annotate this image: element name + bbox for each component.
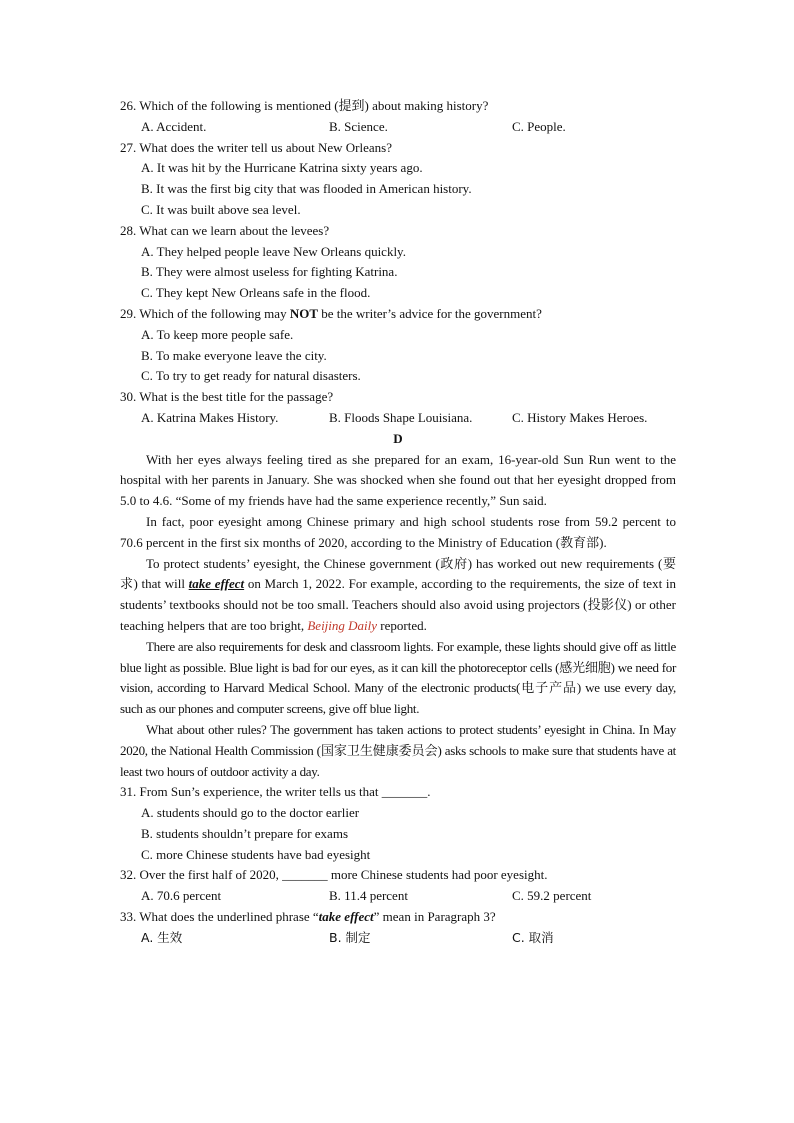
question-28-option-c: C. They kept New Orleans safe in the flood. xyxy=(141,285,371,301)
option-c: C. 取消 xyxy=(512,929,554,945)
question-30-stem: 30. What is the best title for the passage? xyxy=(120,389,334,405)
passage-paragraph-3 xyxy=(120,554,676,637)
question-29-stem-post: be the writer’s advice for the government? xyxy=(317,305,542,321)
take-effect-phrase: take effect xyxy=(188,576,245,592)
option-a: A. 70.6 percent xyxy=(141,888,222,904)
option-b: B. 制定 xyxy=(329,929,371,945)
question-31-option-b: B. students shouldn’t prepare for exams xyxy=(141,825,348,841)
paragraph-3-text-a: To protect students’ eyesight, the Chinese government (政府) has worked out new requirements (要求) that will xyxy=(120,555,676,592)
question-30-options xyxy=(120,408,676,429)
question-27-option-c: C. It was built above sea level. xyxy=(141,201,301,217)
option-a: A. Accident. xyxy=(141,118,207,134)
paragraph-3-text-b: on March 1, 2022. For example, according to the requirements, the size of text in students’ textbooks should not be too small. Teachers should also avoid using projectors (投影仪) or other teaching helpers that are too bright, xyxy=(120,576,677,633)
option-c: C. People. xyxy=(512,118,566,134)
question-26-options xyxy=(120,117,676,138)
question-26-stem: 26. Which of the following is mentioned (提到) about making history? xyxy=(120,98,489,113)
question-32-options xyxy=(120,886,676,907)
question-29-stem xyxy=(120,304,676,325)
question-31-stem: 31. From Sun’s experience, the writer tells us that _______. xyxy=(120,784,431,800)
question-33-stem xyxy=(120,907,676,928)
question-27-option-a: A. It was hit by the Hurricane Katrina sixty years ago. xyxy=(141,160,423,176)
section-d-heading: D xyxy=(393,430,403,446)
option-c: C. 59.2 percent xyxy=(512,888,592,904)
question-33-stem-pre: 33. What does the underlined phrase “ xyxy=(120,909,319,925)
question-27-stem: 27. What does the writer tell us about New Orleans? xyxy=(120,139,392,155)
passage-paragraph-5: What about other rules? The government has taken actions to protect students’ eyesight in China. In May 2020, the National Health Commission (国家卫生健康委员会) asks schools to make sure that students have at least two hours of outdoor activity a day. xyxy=(120,721,676,779)
paragraph-3-text-c: reported. xyxy=(377,617,427,633)
passage-paragraph-1: With her eyes always feeling tired as she prepared for an exam, 16-year-old Sun Run went to the hospital with her parents in January. She was shocked when she found out that her eyesight dropped from 5.0 to 4.6. “Some of my friends have had the same experience recently,” Sun said. xyxy=(120,451,676,509)
question-29-option-b: B. To make everyone leave the city. xyxy=(141,347,327,363)
option-b: B. Science. xyxy=(329,118,388,134)
option-c: C. History Makes Heroes. xyxy=(512,409,648,425)
passage-paragraph-2: In fact, poor eyesight among Chinese primary and high school students rose from 59.2 percent to 70.6 percent in the first six months of 2020, according to the Ministry of Education (教育部). xyxy=(120,513,676,550)
not-emphasis: NOT xyxy=(289,305,318,321)
beijing-daily-source: Beijing Daily xyxy=(307,617,378,633)
question-28-stem: 28. What can we learn about the levees? xyxy=(120,222,330,238)
question-29-stem-pre: 29. Which of the following may xyxy=(120,305,290,321)
question-29-option-a: A. To keep more people safe. xyxy=(141,326,294,342)
option-b: B. 11.4 percent xyxy=(329,888,408,904)
option-a: A. Katrina Makes History. xyxy=(141,409,279,425)
option-a: A. 生效 xyxy=(141,929,183,945)
question-27-option-b: B. It was the first big city that was flooded in American history. xyxy=(141,181,472,197)
option-b: B. Floods Shape Louisiana. xyxy=(329,409,473,425)
question-28-option-b: B. They were almost useless for fighting Katrina. xyxy=(141,264,398,280)
take-effect-quote: take effect xyxy=(318,909,374,925)
exam-page xyxy=(120,96,676,949)
question-28-option-a: A. They helped people leave New Orleans quickly. xyxy=(141,243,406,259)
question-32-stem: 32. Over the first half of 2020, _______ more Chinese students had poor eyesight. xyxy=(120,867,548,883)
question-33-stem-post: ” mean in Paragraph 3? xyxy=(373,909,496,925)
question-31-option-c: C. more Chinese students have bad eyesight xyxy=(141,846,371,862)
question-33-options xyxy=(120,928,676,949)
question-29-option-c: C. To try to get ready for natural disasters. xyxy=(141,368,361,384)
passage-paragraph-4: There are also requirements for desk and classroom lights. For example, these lights should give off as little blue light as possible. Blue light is bad for our eyes, as it can kill the photoreceptor cells (感光细胞) we need for vision, according to Harvard Medical School. Many of the electronic products(电子产品) we use every day, such as our phones and computer screens, give off blue light. xyxy=(120,638,676,717)
question-31-option-a: A. students should go to the doctor earlier xyxy=(141,805,360,821)
